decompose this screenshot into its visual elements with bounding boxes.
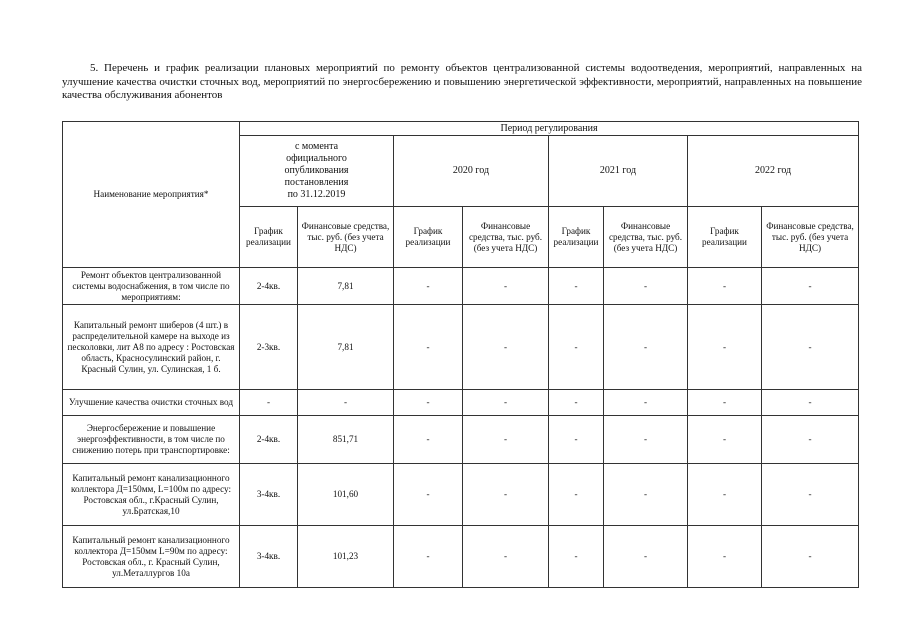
row-cell: 101,60	[298, 464, 394, 526]
header-row-period	[63, 122, 859, 136]
row-cell: 3-4кв.	[240, 526, 298, 588]
row-cell: -	[688, 464, 762, 526]
row-name: Энергосбережение и повышение энергоэффективности, в том числе по снижению потерь при транспортировке:	[63, 416, 240, 464]
row-cell: -	[240, 390, 298, 416]
header-schedule: График реализации	[240, 207, 298, 268]
row-cell: -	[549, 390, 604, 416]
row-cell: -	[762, 268, 859, 305]
header-schedule: График реализации	[394, 207, 463, 268]
row-cell: -	[604, 305, 688, 390]
row-cell: -	[604, 390, 688, 416]
row-cell: -	[549, 305, 604, 390]
row-cell: -	[549, 464, 604, 526]
row-cell: -	[463, 390, 549, 416]
row-cell: 3-4кв.	[240, 464, 298, 526]
row-cell: -	[394, 305, 463, 390]
table-row	[63, 305, 859, 390]
row-cell: -	[604, 416, 688, 464]
row-cell: 851,71	[298, 416, 394, 464]
section-heading	[62, 62, 862, 103]
table-row	[63, 390, 859, 416]
row-cell: -	[549, 268, 604, 305]
row-cell: -	[604, 268, 688, 305]
row-cell: -	[688, 390, 762, 416]
row-cell: -	[688, 416, 762, 464]
row-cell: -	[463, 526, 549, 588]
row-cell: -	[394, 464, 463, 526]
row-cell: -	[463, 305, 549, 390]
row-cell: -	[298, 390, 394, 416]
table-row	[63, 464, 859, 526]
table-row	[63, 526, 859, 588]
row-cell: -	[394, 390, 463, 416]
row-cell: -	[688, 268, 762, 305]
header-period-2020: 2020 год	[394, 136, 549, 207]
row-cell: 7,81	[298, 305, 394, 390]
row-name: Капитальный ремонт канализационного коллектора Д=150мм L=90м по адресу: Ростовская обл., г. Красный Сулин, ул.Металлургов 10а	[63, 526, 240, 588]
header-period-initial: с момента официального опубликования постановления по 31.12.2019	[240, 136, 394, 207]
row-cell: -	[762, 416, 859, 464]
row-cell: -	[549, 416, 604, 464]
row-cell: 2-3кв.	[240, 305, 298, 390]
row-cell: -	[762, 305, 859, 390]
row-cell: -	[463, 416, 549, 464]
plan-table	[62, 121, 859, 588]
row-name: Капитальный ремонт канализационного коллектора Д=150мм, L=100м по адресу: Ростовская обл., г.Красный Сулин, ул.Братская,10	[63, 464, 240, 526]
header-period-2021: 2021 год	[549, 136, 688, 207]
row-cell: 2-4кв.	[240, 416, 298, 464]
header-period: Период регулирования	[240, 122, 859, 136]
header-finance: Финансовые средства, тыс. руб. (без учета НДС)	[762, 207, 859, 268]
header-schedule: График реализации	[688, 207, 762, 268]
header-finance: Финансовые средства, тыс. руб. (без учета НДС)	[604, 207, 688, 268]
row-cell: -	[549, 526, 604, 588]
row-cell: -	[394, 416, 463, 464]
table-row	[63, 268, 859, 305]
row-cell: 2-4кв.	[240, 268, 298, 305]
section-heading-text: 5. Перечень и график реализации плановых мероприятий по ремонту объектов централизованной системы водоотведения, мероприятий, направленных на улучшение качества очистки сточных вод, мероприятий по энергосбережению и повышению энергетической эффективности, мероприятий, направленных на повышение качества обслуживания абонентов	[62, 62, 862, 101]
row-cell: -	[604, 464, 688, 526]
row-name: Капитальный ремонт шиберов (4 шт.) в распределительной камере на выходе из песколовки, лит А8 по адресу : Ростовская область, Красносулинский район, г. Красный Сулин, ул. Сулинская, 1 б.	[63, 305, 240, 390]
row-cell: -	[688, 526, 762, 588]
row-cell: 101,23	[298, 526, 394, 588]
row-cell: -	[463, 464, 549, 526]
header-finance: Финансовые средства, тыс. руб. (без учета НДС)	[463, 207, 549, 268]
row-cell: -	[604, 526, 688, 588]
row-cell: -	[688, 305, 762, 390]
header-schedule: График реализации	[549, 207, 604, 268]
table-body	[63, 268, 859, 588]
row-name: Ремонт объектов централизованной системы водоснабжения, в том числе по мероприятиям:	[63, 268, 240, 305]
row-cell: -	[762, 464, 859, 526]
row-cell: -	[394, 526, 463, 588]
row-cell: 7,81	[298, 268, 394, 305]
header-name-col: Наименование мероприятия*	[63, 122, 240, 268]
row-cell: -	[762, 390, 859, 416]
row-cell: -	[394, 268, 463, 305]
header-period-2022: 2022 год	[688, 136, 859, 207]
table-row	[63, 416, 859, 464]
row-name: Улучшение качества очистки сточных вод	[63, 390, 240, 416]
header-finance: Финансовые средства, тыс. руб. (без учета НДС)	[298, 207, 394, 268]
row-cell: -	[762, 526, 859, 588]
row-cell: -	[463, 268, 549, 305]
